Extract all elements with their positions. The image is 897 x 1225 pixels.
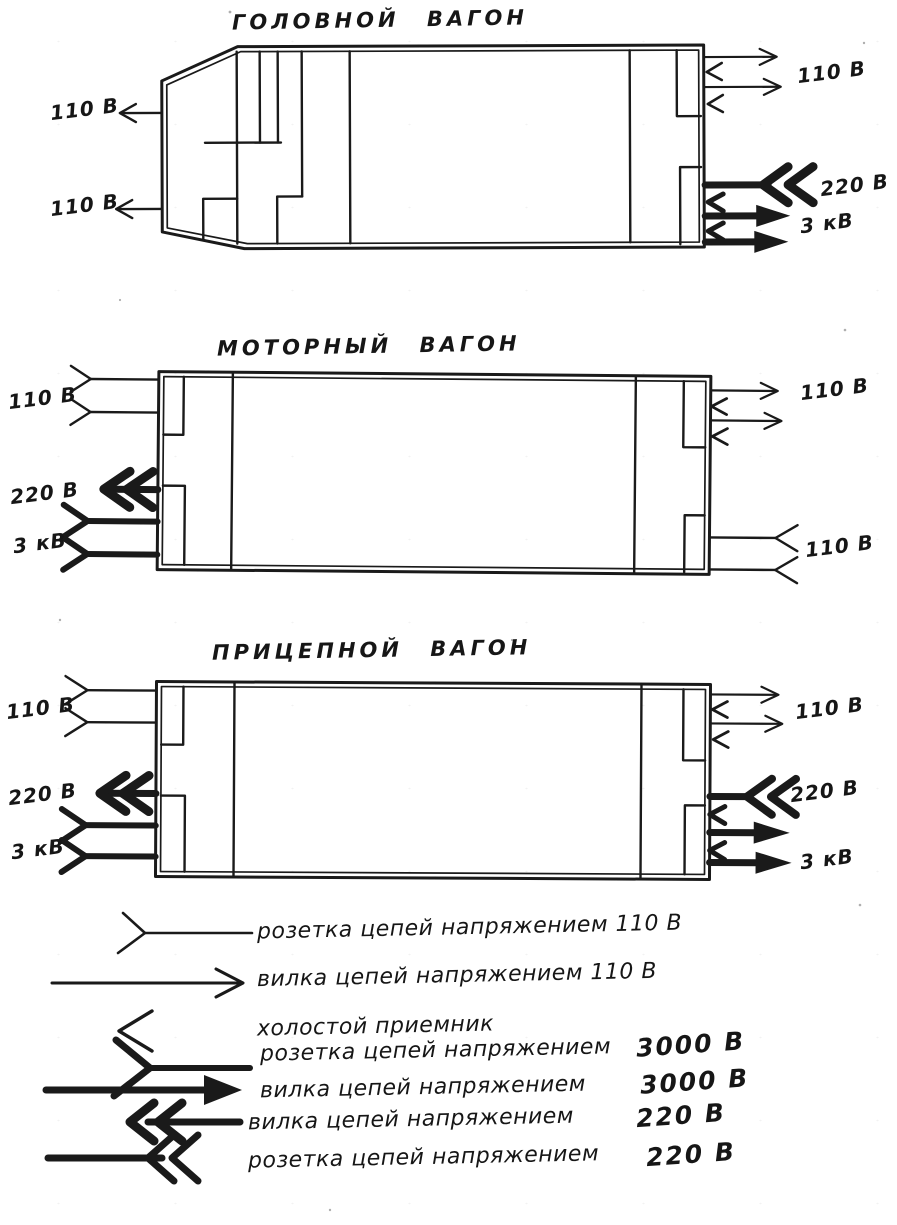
legend-item-socket-220v: розетка цепей напряжением bbox=[247, 1141, 600, 1174]
plug-110v-icon bbox=[52, 969, 243, 997]
head-right-3kv-label: 3 кВ bbox=[798, 207, 855, 239]
motor-car-drawing bbox=[63, 366, 799, 583]
motor-left-3kv-label: 3 кВ bbox=[11, 527, 68, 559]
legend-value-socket-3000v: 3000 В bbox=[635, 1026, 747, 1063]
socket-110v-icon bbox=[65, 708, 156, 736]
socket-3000v-icon bbox=[63, 538, 157, 571]
plug-110v-icon bbox=[711, 382, 778, 399]
legend-item-idle-receiver: холостой приемник bbox=[256, 1011, 495, 1042]
legend-value-socket-220v: 220 В bbox=[645, 1136, 737, 1173]
trailer-left-110-label: 110 В bbox=[4, 691, 77, 725]
motor-car-body-outline bbox=[157, 372, 711, 575]
legend-value-plug-3000v: 3000 В bbox=[639, 1063, 751, 1100]
plug-110v-icon bbox=[120, 104, 162, 122]
motor-car-partitions bbox=[162, 372, 706, 575]
head-left-110-top-label: 110 В bbox=[48, 92, 121, 126]
socket-110v-icon bbox=[65, 676, 156, 704]
trailer-car-body-outline bbox=[155, 682, 710, 880]
trailer-left-3kv-label: 3 кВ bbox=[9, 833, 66, 865]
socket-3000v-icon bbox=[63, 505, 157, 538]
plug-220v-icon bbox=[100, 775, 156, 811]
idle-receiver-icon bbox=[708, 223, 723, 240]
socket-110v-icon bbox=[70, 399, 158, 426]
trailer-right-220-label: 220 В bbox=[788, 774, 861, 808]
trailer-car-drawing bbox=[61, 676, 796, 880]
head-right-110-label: 110 В bbox=[795, 55, 868, 89]
legend-item-socket-3000v: розетка цепей напряжением bbox=[259, 1034, 612, 1067]
plug-110v-icon bbox=[705, 79, 781, 95]
idle-receiver-icon bbox=[713, 731, 728, 747]
socket-110v-icon bbox=[71, 366, 159, 393]
legend-item-socket-110v: розетка цепей напряжением 110 В bbox=[256, 910, 683, 945]
socket-220v-icon bbox=[48, 1135, 198, 1181]
legend-symbols bbox=[46, 913, 252, 1181]
trailer-car-title: ПРИЦЕПНОЙ ВАГОН bbox=[211, 635, 532, 665]
idle-receiver-icon bbox=[708, 95, 723, 112]
head-right-220-label: 220 В bbox=[818, 168, 891, 202]
plug-3000v-icon bbox=[710, 851, 792, 873]
plug-110v-icon bbox=[710, 686, 778, 702]
legend-value-plug-220v: 220 В bbox=[635, 1097, 727, 1134]
idle-receiver-icon bbox=[712, 701, 727, 717]
plug-3000v-icon bbox=[710, 821, 790, 843]
idle-receiver-icon bbox=[708, 194, 723, 211]
motor-left-220-label: 220 В bbox=[8, 476, 81, 510]
socket-110v-icon bbox=[709, 556, 797, 583]
idle-receiver-icon bbox=[707, 63, 722, 80]
plug-3000v-icon bbox=[46, 1075, 242, 1105]
trailer-right-110-label: 110 В bbox=[793, 691, 866, 725]
socket-110v-icon bbox=[709, 524, 797, 551]
motor-right-110-bottom-label: 110 В bbox=[803, 529, 876, 563]
motor-right-110-top-label: 110 В bbox=[798, 372, 871, 406]
plug-220v-icon bbox=[130, 1103, 240, 1141]
idle-receiver-icon bbox=[710, 806, 725, 823]
head-car-partitions bbox=[203, 50, 702, 246]
motor-left-110-label: 110 В bbox=[6, 381, 79, 415]
legend-item-plug-220v: вилка цепей напряжением bbox=[247, 1103, 575, 1136]
plug-110v-icon bbox=[705, 49, 777, 65]
plug-110v-icon bbox=[116, 200, 162, 218]
legend-item-plug-110v: вилка цепей напряжением 110 В bbox=[256, 958, 658, 993]
head-car-body-outline bbox=[162, 45, 705, 249]
head-car-title: ГОЛОВНОЙ ВАГОН bbox=[231, 5, 529, 35]
motor-car-title: МОТОРНЫЙ ВАГОН bbox=[216, 331, 521, 361]
head-left-110-bottom-label: 110 В bbox=[48, 188, 121, 222]
trailer-left-220-label: 220 В bbox=[6, 777, 79, 811]
plug-110v-icon bbox=[710, 715, 782, 731]
socket-110v-icon bbox=[118, 913, 252, 953]
trailer-right-3kv-label: 3 кВ bbox=[798, 843, 855, 875]
idle-receiver-icon bbox=[712, 398, 727, 414]
plug-220v-icon bbox=[104, 471, 158, 507]
idle-receiver-icon bbox=[710, 842, 725, 859]
socket-3000v-icon bbox=[62, 809, 156, 841]
plug-110v-icon bbox=[710, 412, 781, 429]
legend-item-plug-3000v: вилка цепей напряжением bbox=[259, 1071, 587, 1104]
socket-3000v-icon bbox=[62, 840, 156, 872]
head-car-drawing bbox=[116, 45, 814, 255]
idle-receiver-icon bbox=[712, 428, 727, 444]
trailer-car-partitions bbox=[160, 682, 705, 880]
